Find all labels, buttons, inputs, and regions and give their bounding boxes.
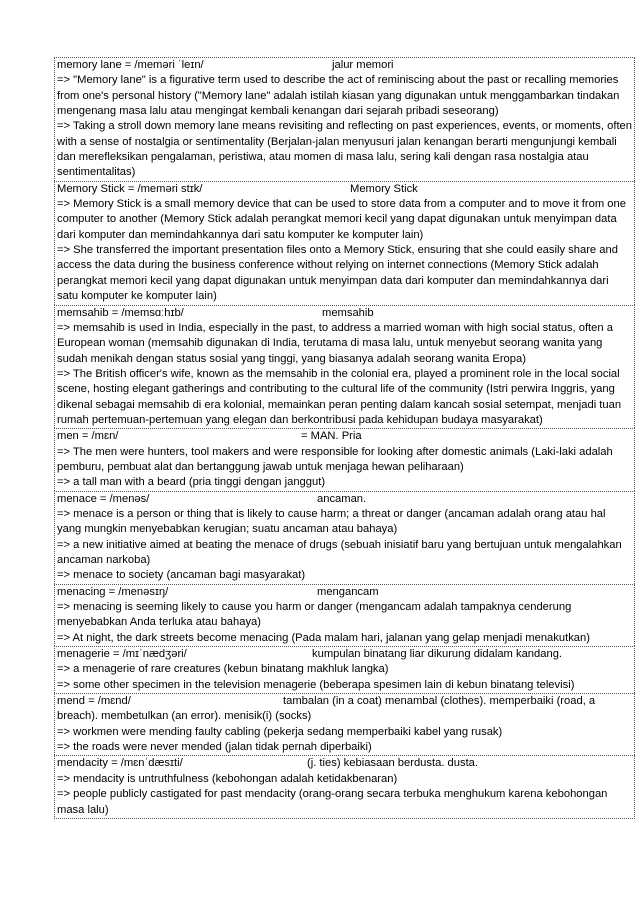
entry-headline [57,492,632,507]
entry-term: menace = /menəs/ [57,492,150,505]
document-page [54,57,635,819]
entry-headline [57,429,632,444]
entry-term: mendacity = /mɛnˈdæsɪti/ [57,757,183,770]
entry-term: memsahib = /memsɑːhɪb/ [57,306,184,319]
entry-headline [57,585,632,600]
entry-example: => some other specimen in the television menagerie (beberapa spesimen lain di kebun binatang televisi) [57,678,575,691]
entry-meaning: Memory Stick [350,182,418,195]
dictionary-entry [54,181,635,305]
entry-example: => Taking a stroll down memory lane means revisiting and reflecting on past experiences, events, or moments, often with a sense of nostalgia or sentimentality (Berjalan-jalan menyusuri jalan kenangan berarti mengunjungi kembali dan merefleksikan pengalaman, peristiwa, atau momen di masa lalu, sering kali dengan rasa nostalgia atau sentimentalitas) [57,120,633,179]
entry-example: => The British officer's wife, known as the memsahib in the colonial era, played a prominent role in the local social scene, hosting elegant gatherings and contributing to the cultural life of the community (Istri perwira Inggris, yang dikenal sebagai memsahib di era kolonial, memainkan peran penting dalam kancah sosial setempat, menjadi tuan rumah pertemuan-pertemuan yang elegan dan berkontribusi pada kehidupan budaya masyarakat) [57,367,622,426]
entry-term: memory lane = /meməri ˈleɪn/ [57,59,204,71]
dictionary-entry [54,305,635,429]
entry-meaning: memsahib [322,306,374,319]
entry-term: Memory Stick = /meməri stɪk/ [57,182,203,195]
dictionary-entry [54,646,635,693]
entry-term: menacing = /menəsɪŋ/ [57,585,169,598]
entry-meaning: (j. ties) kebiasaan berdusta. dusta. [307,757,479,770]
entry-example: => memsahib is used in India, especially in the past, to address a married woman with high social status, often a European woman (memsahib digunakan di India, terutama di masa lalu, untuk menyebut seorang wanita yang sudah menikah dengan status sosial yang tinggi, yang biasanya adalah seorang wanita Eropa) [57,321,613,365]
entry-meaning: jalur memori [332,59,394,71]
dictionary-entry [54,428,635,490]
entry-meaning: kumpulan binatang liar dikurung didalam kandang. [312,648,563,661]
dictionary-entry [54,584,635,646]
entry-example: => Memory Stick is a small memory device that can be used to store data from a computer and to move it from one computer to another (Memory Stick adalah perangkat memori kecil yang dapat digunakan untuk menyimpan data dari komputer dan memindahkannya dari satu komputer ke komputer lain) [57,198,626,241]
dictionary-entry [54,57,635,181]
dictionary-entry [54,491,635,584]
entry-example: => menace to society (ancaman bagi masyarakat) [57,569,306,582]
entry-headline [57,306,632,321]
entry-example: => a tall man with a beard (pria tinggi dengan janggut) [57,476,326,489]
entry-example: => mendacity is untruthfulness (kebohongan adalah ketidakbenaran) [57,772,398,785]
entry-term: mend = /mɛnd/ [57,695,131,708]
entry-term: menagerie = /mɪˈnædʒəri/ [57,648,187,661]
entry-example: => the roads were never mended (jalan tidak pernah diperbaiki) [57,741,372,754]
entry-term: men = /mɛn/ [57,430,119,443]
dictionary-entry [54,693,635,755]
entry-example: => menace is a person or thing that is likely to cause harm; a threat or danger (ancaman adalah orang atau hal yang mungkin menyebabkan kerugian; suatu ancaman atau bahaya) [57,507,606,536]
entry-meaning: = MAN. Pria [301,430,362,443]
entry-example: => menacing is seeming likely to cause you harm or danger (mengancam adalah tampaknya cenderung menyebabkan Anda terluka atau bahaya) [57,601,572,629]
entry-example: => a menagerie of rare creatures (kebun binatang makhluk langka) [57,663,389,676]
entry-example: => She transferred the important presentation files onto a Memory Stick, ensuring that she could easily share and access the data during the business conference without relying on internet connections (Memory Stick adalah perangkat memori kecil yang dapat digunakan untuk menyimpan data dari komputer dan memindahkannya dari satu komputer ke komputer lain) [57,244,618,303]
entry-example: => At night, the dark streets become menacing (Pada malam hari, jalanan yang gelap menjadi menakutkan) [57,631,590,644]
entry-headline [57,756,632,771]
entry-example: => "Memory lane" is a figurative term used to describe the act of reminiscing about the past or recalling memories from one's personal history ("Memory lane" adalah istilah kiasan yang digunakan untuk menggambarkan tindakan mengenang masa lalu atau mengingat kembali kenangan dari sejarah pribadi seseorang) [57,74,620,118]
entry-meaning: ancaman. [317,492,367,505]
dictionary-entry [54,755,635,818]
entry-headline [57,182,632,197]
entry-example: => a new initiative aimed at beating the menace of drugs (sebuah inisiatif baru yang bertujuan untuk mengalahkan ancaman narkoba) [57,538,622,566]
entry-meaning: tambalan (in a coat) menambal (clothes). memperbaiki (road, a breach). membetulkan (an error). menisik(i) (socks) [57,695,596,723]
entry-example: => people publicly castigated for past mendacity (orang-orang secara terbuka menghukum karena kebohongan masa lalu) [57,788,608,816]
entry-headline [57,694,632,725]
entry-meaning: mengancam [317,585,379,598]
entry-headline [57,58,632,73]
entry-example: => workmen were mending faulty cabling (pekerja sedang memperbaiki kabel yang rusak) [57,725,503,738]
entry-example: => The men were hunters, tool makers and were responsible for looking after domestic animals (Laki-laki adalah pemburu, pembuat alat dan bertanggung jawab untuk menjaga hewan peliharaan) [57,445,613,473]
entry-headline [57,647,632,662]
